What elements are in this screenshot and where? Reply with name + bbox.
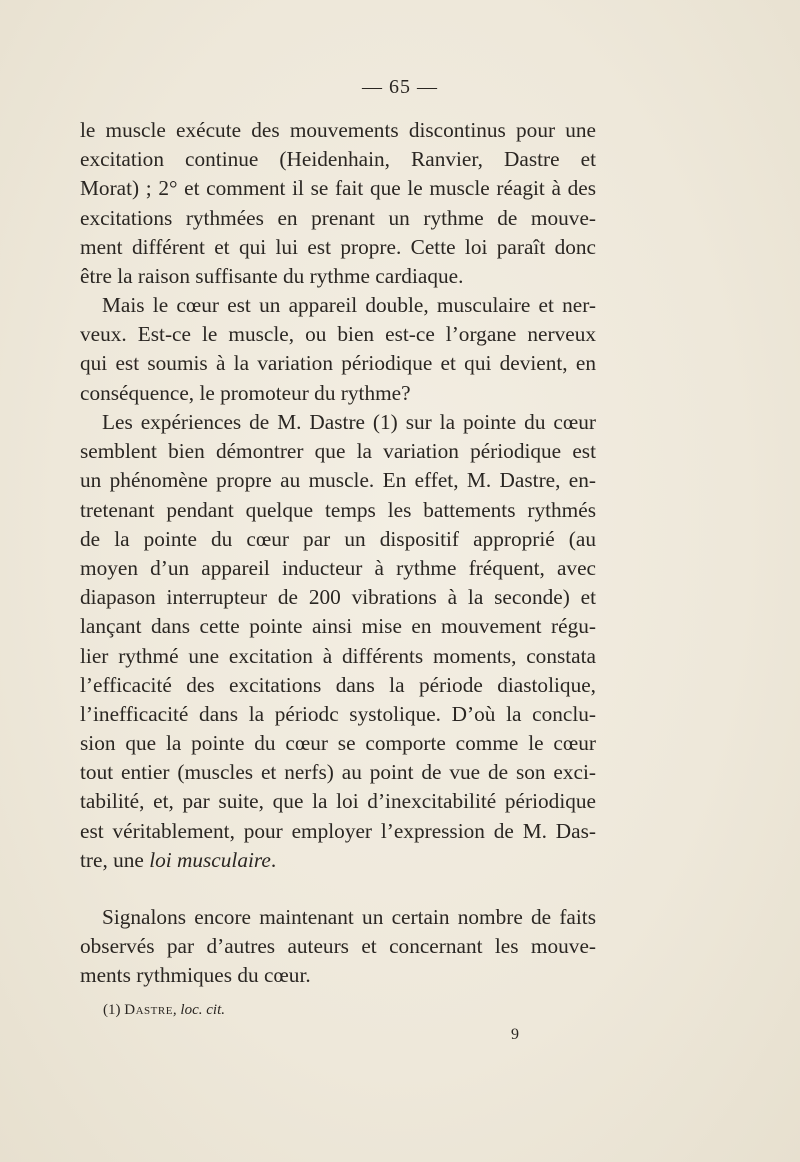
- text-fragment: tre, une: [80, 847, 150, 872]
- text-line: moyen d’un appareil inducteur à rythme fréquent, avec: [80, 555, 596, 580]
- page-number: — 65 —: [362, 76, 438, 98]
- text-line: lançant dans cette pointe ainsi mise en mouvement régu-: [80, 614, 596, 639]
- paragraph-1: [80, 116, 596, 291]
- text-line: l’efficacité des excitations dans la période diastolique,: [80, 672, 596, 697]
- text-line: lier rythmé une excitation à différents moments, constata: [80, 643, 596, 668]
- text-line: observés par d’autres auteurs et concernant les mouve-: [80, 934, 596, 959]
- text-line: l’inefficacité dans la périodc systolique. D’où la conclu-: [80, 701, 596, 726]
- footnote-author: Dastre: [124, 1002, 173, 1018]
- text-line-last: [80, 846, 596, 875]
- text-line: sion que la pointe du cœur se comporte comme le cœur: [80, 731, 596, 756]
- text-line: tout entier (muscles et nerfs) au point de vue de son exci-: [80, 760, 596, 785]
- text-line: excitations rythmées en prenant un rythme de mouve-: [80, 205, 596, 230]
- text-line: est véritablement, pour employer l’expression de M. Das-: [80, 818, 596, 843]
- text-fragment: .: [270, 847, 277, 872]
- text-line: excitation continue (Heidenhain, Ranvier, Dastre et: [80, 147, 596, 172]
- footnote-ref: , loc. cit.: [172, 1002, 225, 1018]
- footnote: [103, 1002, 225, 1019]
- text-line: ment différent et qui lui est propre. Cette loi paraît donc: [80, 234, 596, 259]
- paragraph-2: [80, 291, 596, 408]
- text-line: veux. Est-ce le muscle, ou bien est-ce l’organe nerveux: [80, 322, 596, 347]
- footnote-marker: (1): [103, 1002, 125, 1018]
- text-line: Mais le cœur est un appareil double, musculaire et ner-: [102, 293, 596, 317]
- italic-term: loi musculaire: [149, 847, 271, 872]
- text-line: tabilité, et, par suite, que la loi d’inexcitabilité périodique: [80, 789, 596, 814]
- text-line: tretenant pendant quelque temps les battements rythmés: [80, 497, 596, 522]
- text-line: conséquence, le promoteur du rythme?: [80, 380, 411, 405]
- text-line: semblent bien démontrer que la variation périodique est: [80, 439, 596, 464]
- text-line: ments rythmiques du cœur.: [80, 963, 311, 988]
- text-line: Morat) ; 2° et comment il se fait que le muscle réagit à des: [80, 176, 596, 201]
- signature-mark: 9: [511, 1026, 519, 1043]
- paragraph-4: [80, 903, 596, 991]
- text-line: qui est soumis à la variation périodique et qui devient, en: [80, 351, 596, 376]
- paragraph-3: [80, 408, 596, 875]
- text-line: le muscle exécute des mouvements discontinus pour une: [80, 118, 596, 142]
- text-line: être la raison suffisante du rythme cardiaque.: [80, 263, 464, 288]
- text-line: un phénomène propre au muscle. En effet, M. Dastre, en-: [80, 468, 596, 493]
- text-line: Signalons encore maintenant un certain nombre de faits: [102, 905, 596, 929]
- text-line: diapason interrupteur de 200 vibrations à la seconde) et: [80, 585, 596, 610]
- text-line: Les expériences de M. Dastre (1) sur la pointe du cœur: [102, 410, 596, 434]
- text-line: de la pointe du cœur par un dispositif approprié (au: [80, 526, 596, 551]
